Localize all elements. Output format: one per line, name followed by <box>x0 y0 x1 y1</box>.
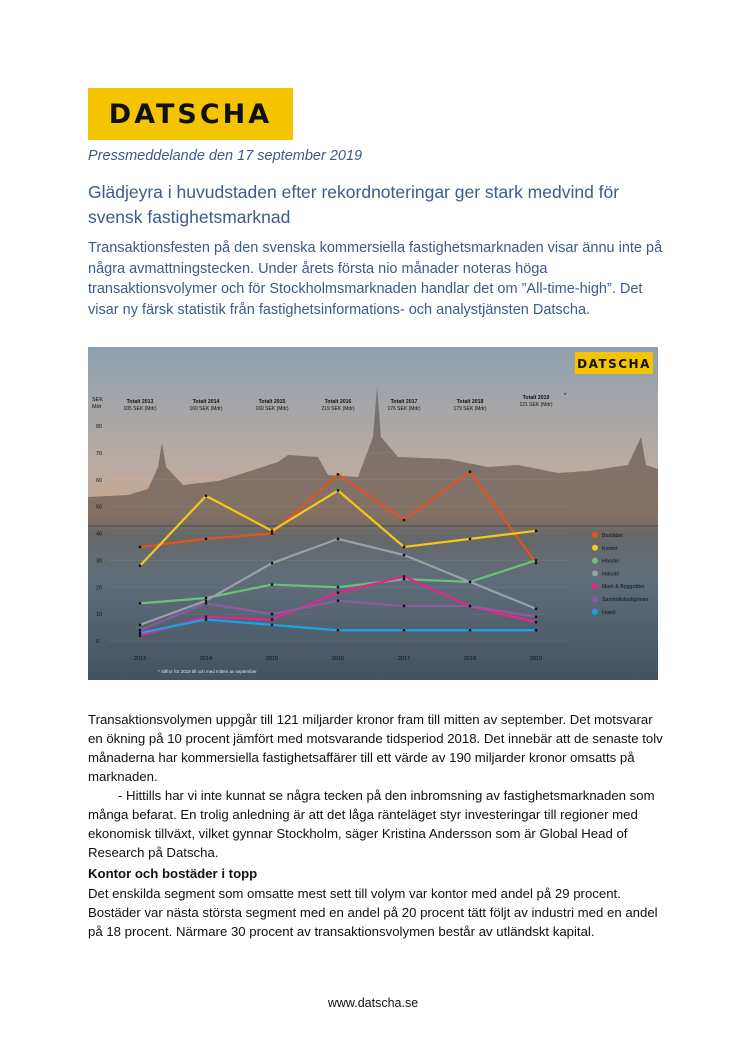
x-tick-label: 2019 <box>529 656 543 662</box>
total-value-2017: 176 SEK (Mdr) <box>387 406 421 412</box>
total-value-2018: 179 SEK (Mdr) <box>453 406 487 412</box>
data-point-industri <box>205 599 207 601</box>
y-tick-label: 40 <box>96 531 103 538</box>
y-tick-label: 30 <box>96 558 103 565</box>
data-point-hotell <box>535 629 537 631</box>
total-value-2014: 160 SEK (Mdr) <box>189 406 223 412</box>
legend-label: Kontor <box>602 545 618 552</box>
data-point-kontor <box>403 546 405 548</box>
data-point-bostäder <box>205 538 207 540</box>
total-label-2017: Totalt 2017 <box>390 399 418 405</box>
press-release-date: Pressmeddelande den 17 september 2019 <box>88 148 363 164</box>
x-tick-label: 2016 <box>331 656 345 662</box>
footer <box>0 996 746 1010</box>
data-point-kontor <box>535 530 537 532</box>
data-point-samhällsfastigheter <box>337 599 339 601</box>
data-point-hotell <box>469 629 471 631</box>
total-label-2019: Totalt 2019 <box>522 395 550 401</box>
y-tick-label: 50 <box>96 504 103 511</box>
data-point-hotell <box>271 624 273 626</box>
data-point-samhällsfastigheter <box>205 602 207 604</box>
data-point-hotell <box>337 629 339 631</box>
data-point-samhällsfastigheter <box>139 629 141 631</box>
data-point-industri <box>337 538 339 540</box>
data-point-mark-byggrätter <box>139 634 141 636</box>
data-point-mark-byggrätter <box>337 591 339 593</box>
legend-swatch <box>592 609 598 615</box>
legend-swatch <box>592 558 598 564</box>
x-tick-label: 2015 <box>265 656 279 662</box>
data-point-hotell <box>139 632 141 634</box>
data-point-handel <box>205 597 207 599</box>
legend-label: Bostäder <box>602 533 624 539</box>
datscha-logo <box>88 88 293 140</box>
y-tick-label: 0 <box>96 639 100 645</box>
data-point-hotell <box>403 629 405 631</box>
chart-svg <box>88 347 658 680</box>
data-point-industri <box>403 554 405 556</box>
data-point-industri <box>469 581 471 583</box>
total-value-2013: 105 SEK (Mdr) <box>123 406 157 412</box>
data-point-kontor <box>469 538 471 540</box>
total-footnote-mark: * <box>564 393 567 399</box>
total-label-2018: Totalt 2018 <box>456 399 484 405</box>
data-point-mark-byggrätter <box>271 618 273 620</box>
data-point-industri <box>139 624 141 626</box>
y-tick-label: 70 <box>96 450 103 457</box>
data-point-kontor <box>271 530 273 532</box>
total-label-2013: Totalt 2013 <box>126 399 154 405</box>
data-point-industri <box>271 562 273 564</box>
x-tick-label: 2013 <box>133 656 147 662</box>
data-point-bostäder <box>139 546 141 548</box>
data-point-mark-byggrätter <box>535 621 537 623</box>
total-value-2019: 121 SEK (Mdr) <box>519 402 553 408</box>
legend-swatch <box>592 532 598 538</box>
data-point-handel <box>139 602 141 604</box>
data-point-bostäder <box>469 470 471 472</box>
y-tick-label: 80 <box>96 424 103 430</box>
transaction-volume-chart <box>88 347 658 680</box>
body-text <box>88 710 668 862</box>
total-label-2016: Totalt 2016 <box>324 399 352 405</box>
body-paragraph-3: Det enskilda segment som omsatte mest sett till volym var kontor med andel på 29 procent. Bostäder var nästa största segment med en andel på 20 procent tätt följt av industri med en andel på 18 procent. Närmare 30 procent av transaktionsvolymen består av utländskt kapital. <box>88 886 658 939</box>
x-tick-label: 2018 <box>463 656 477 662</box>
data-point-samhällsfastigheter <box>403 605 405 607</box>
y-axis-label-line1: SEK <box>92 397 104 403</box>
footer-website-link[interactable]: www.datscha.se <box>327 996 419 1010</box>
logo-text: DATSCHA <box>108 98 273 130</box>
data-point-mark-byggrätter <box>205 616 207 618</box>
total-value-2016: 219 SEK (Mdr) <box>321 406 355 412</box>
total-label-2015: Totalt 2015 <box>258 399 286 405</box>
y-tick-label: 10 <box>96 612 103 619</box>
legend-label: Handel <box>602 558 619 565</box>
legend-label: Industri <box>602 571 620 578</box>
data-point-samhällsfastigheter <box>469 605 471 607</box>
legend-label: Mark & Byggrätter <box>602 584 645 591</box>
x-tick-label: 2017 <box>397 656 411 662</box>
data-point-bostäder <box>535 562 537 564</box>
data-point-industri <box>535 608 537 610</box>
y-tick-label: 60 <box>96 477 103 484</box>
subheading: Kontor och bostäder i topp <box>88 866 258 881</box>
data-point-handel <box>271 583 273 585</box>
y-tick-label: 20 <box>96 585 103 592</box>
legend-swatch <box>592 583 598 589</box>
data-point-samhällsfastigheter <box>535 616 537 618</box>
data-point-bostäder <box>271 532 273 534</box>
lead-paragraph: Transaktionsfesten på den svenska kommersiella fastighetsmarknaden visar ännu inte på några avmattningstecken. Under årets första nio månader noteras höga transaktionsvolymer och för Stockholmsmarknaden handlar det om ”All-time-high”. Det visar ny färsk statistik från fastighetsinformations- och analystjänsten Datscha. <box>88 240 663 318</box>
legend-swatch <box>592 596 598 602</box>
data-point-bostäder <box>403 519 405 521</box>
data-point-samhällsfastigheter <box>271 613 273 615</box>
data-point-kontor <box>205 495 207 497</box>
data-point-hotell <box>205 618 207 620</box>
body-paragraph-1: Transaktionsvolymen uppgår till 121 miljarder kronor fram till mitten av september. Det motsvarar en ökning på 10 procent jämfört med motsvarande tidsperiod 2018. Det innebär att de senaste tolv månaderna har kommersiella fastighetsaffärer till ett värde av 190 miljarder kronor omsatts på marknaden. <box>88 712 663 784</box>
data-point-kontor <box>337 489 339 491</box>
legend-label: Samhällsfastigheter <box>602 597 649 603</box>
total-value-2015: 160 SEK (Mdr) <box>255 406 289 412</box>
data-point-handel <box>535 559 537 561</box>
x-tick-label: 2014 <box>199 656 213 662</box>
data-point-bostäder <box>337 473 339 475</box>
headline: Glädjeyra i huvudstaden efter rekordnoteringar ger stark medvind för svensk fastighetsmarknad <box>88 182 620 227</box>
body-paragraph-2-quote: - Hittills har vi inte kunnat se några tecken på den inbromsning av fastighetsmarknaden som många befarat. En trolig anledning är att det låga ränteläget styr investeringar till regioner med ekonomisk tillväxt, vilket gynnar Stockholm, säger Kristina Andersson som är Global Head of Research på Datscha. <box>88 788 655 860</box>
data-point-kontor <box>139 565 141 567</box>
legend-swatch <box>592 545 598 551</box>
y-axis-label-line2: Mdr <box>92 404 102 410</box>
chart-footnote: * Siffror för 2019 till och med mitten av september <box>158 669 257 674</box>
chart-logo-text: DATSCHA <box>577 357 651 371</box>
data-point-mark-byggrätter <box>403 575 405 577</box>
total-label-2014: Totalt 2014 <box>192 399 220 405</box>
legend-swatch <box>592 570 598 576</box>
data-point-handel <box>337 586 339 588</box>
legend-label: Hotell <box>602 609 616 616</box>
data-point-handel <box>403 578 405 580</box>
